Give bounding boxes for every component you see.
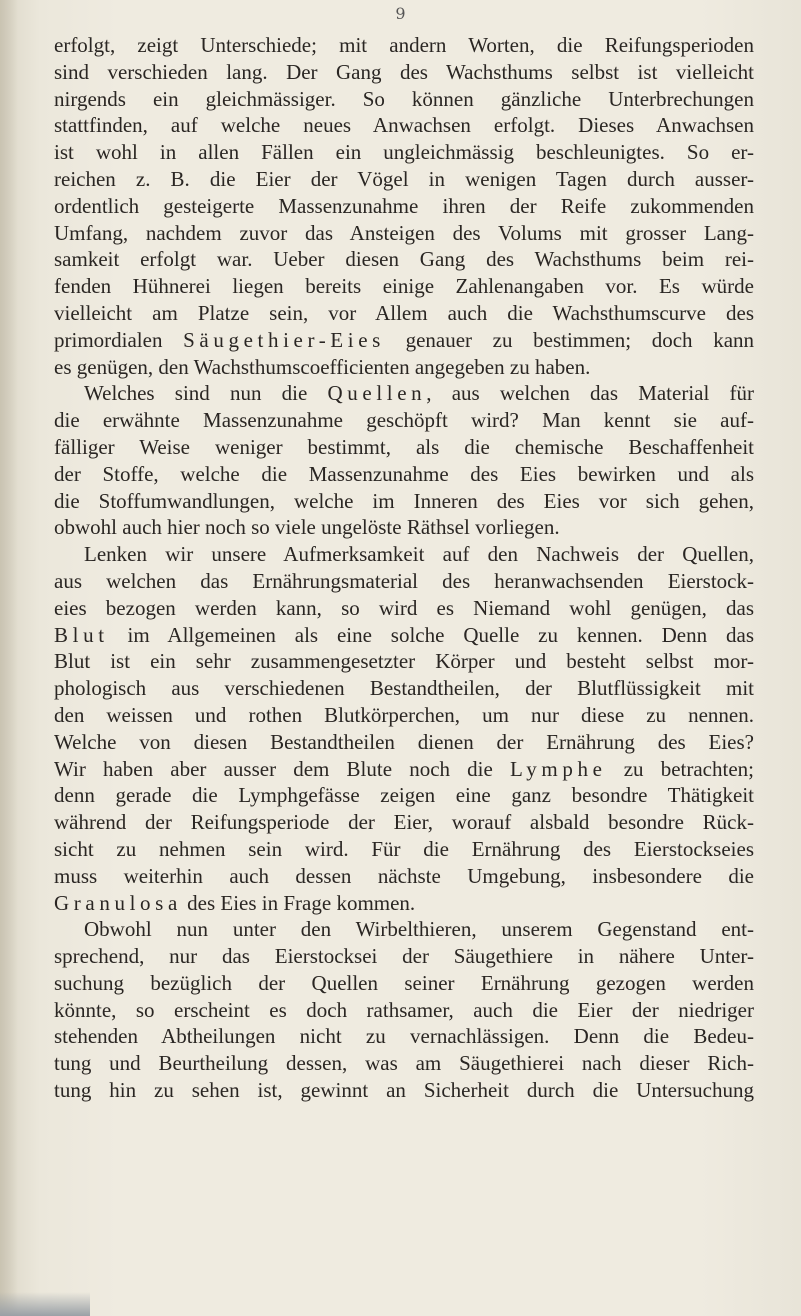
text-line xyxy=(54,514,754,541)
text-run: ordentlich gesteigerte Massenzunahme ihren der Reife zukommenden xyxy=(54,193,754,218)
spaced-emphasis: Säugethier-Eies xyxy=(183,327,385,352)
text-line xyxy=(54,809,754,836)
text-run: sind verschieden lang. Der Gang des Wachsthums selbst ist vielleicht xyxy=(54,59,754,84)
text-line xyxy=(54,220,754,247)
text-run: der Stoffe, welche die Massenzunahme des Eies bewirken und als xyxy=(54,461,754,486)
text-run: die Stoffumwandlungen, welche im Inneren des Eies vor sich gehen, xyxy=(54,488,754,513)
text-line xyxy=(54,943,754,970)
text-line xyxy=(54,354,754,381)
text-run: stattfinden, auf welche neues Anwachsen erfolgt. Dieses Anwachsen xyxy=(54,113,754,138)
text-run: samkeit erfolgt war. Ueber diesen Gang des Wachsthums beim rei- xyxy=(54,247,754,272)
text-run: genauer zu bestimmen; doch kann xyxy=(384,327,755,352)
text-line xyxy=(54,997,754,1024)
text-line xyxy=(54,1023,754,1050)
text-run: sprechend, nur das Eierstocksei der Säugethiere in nähere Unter- xyxy=(54,944,754,969)
text-run: vielleicht am Platze sein, vor Allem auch die Wachsthumscurve des xyxy=(54,300,754,325)
text-run: stehenden Abtheilungen nicht zu vernachlässigen. Denn die Bedeu- xyxy=(54,1024,754,1049)
text-run: , aus welchen das Material für xyxy=(426,381,754,406)
text-run: sicht zu nehmen sein wird. Für die Ernährung des Eierstockseies xyxy=(54,836,754,861)
scan-edge xyxy=(0,1292,90,1316)
text-line xyxy=(54,488,754,515)
text-line xyxy=(54,300,754,327)
text-run: Umfang, nachdem zuvor das Ansteigen des Volums mit grosser Lang- xyxy=(54,220,754,245)
text-run: primordialen xyxy=(54,327,184,352)
text-line xyxy=(54,166,754,193)
text-run: aus welchen das Ernährungsmaterial des heranwachsenden Eierstock- xyxy=(54,568,754,593)
text-run: fenden Hühnerei liegen bereits einige Zahlenangaben vor. Es würde xyxy=(54,274,754,299)
text-run: den weissen und rothen Blutkörperchen, um nur diese zu nennen. xyxy=(54,702,754,727)
text-line xyxy=(54,675,754,702)
text-run: suchung bezüglich der Quellen seiner Ernährung gezogen werden xyxy=(54,970,754,995)
text-run: des Eies in Frage kommen. xyxy=(181,890,416,915)
text-line xyxy=(54,193,754,220)
text-run: während der Reifungsperiode der Eier, worauf alsbald besondre Rück- xyxy=(54,810,754,835)
text-run: denn gerade die Lymphgefässe zeigen eine ganz besondre Thätigkeit xyxy=(54,783,754,808)
text-line xyxy=(54,970,754,997)
text-line xyxy=(54,836,754,863)
page-number: 9 xyxy=(395,4,406,23)
spaced-emphasis: Lymphe xyxy=(510,756,607,781)
text-line xyxy=(54,863,754,890)
text-line xyxy=(54,568,754,595)
spaced-emphasis: Granulosa xyxy=(54,890,182,915)
text-line xyxy=(54,461,754,488)
spaced-emphasis: Blut xyxy=(54,622,109,647)
text-line xyxy=(54,595,754,622)
text-line xyxy=(54,648,754,675)
text-run: Wir haben aber ausser dem Blute noch die xyxy=(54,756,511,781)
text-run: Welches sind nun die xyxy=(84,381,328,406)
text-line xyxy=(54,380,754,407)
text-run: tung hin zu sehen ist, gewinnt an Sicherheit durch die Untersuchung xyxy=(54,1078,754,1103)
text-run: tung und Beurtheilung dessen, was am Säugethierei nach dieser Rich- xyxy=(54,1051,754,1076)
text-run: ist wohl in allen Fällen ein ungleichmässig beschleunigtes. So er- xyxy=(54,140,754,165)
text-line xyxy=(54,32,754,59)
text-run: phologisch aus verschiedenen Bestandtheilen, der Blutflüssigkeit mit xyxy=(54,676,754,701)
body-text xyxy=(54,32,754,1104)
text-run: es genügen, den Wachsthumscoefficienten angegeben zu haben. xyxy=(54,354,591,379)
text-line xyxy=(54,622,754,649)
text-run: obwohl auch hier noch so viele ungelöste Räthsel vorliegen. xyxy=(54,515,560,540)
text-line xyxy=(54,327,754,354)
text-run: könnte, so erscheint es doch rathsamer, auch die Eier der niedriger xyxy=(54,997,754,1022)
text-line xyxy=(54,782,754,809)
text-line xyxy=(54,139,754,166)
text-line xyxy=(54,59,754,86)
text-run: muss weiterhin auch dessen nächste Umgebung, insbesondere die xyxy=(54,863,754,888)
text-line xyxy=(54,756,754,783)
text-line xyxy=(54,1050,754,1077)
text-run: fälliger Weise weniger bestimmt, als die chemische Beschaffenheit xyxy=(54,434,754,459)
text-line xyxy=(54,86,754,113)
text-run: Obwohl nun unter den Wirbelthieren, unserem Gegenstand ent- xyxy=(84,917,754,942)
text-line xyxy=(54,729,754,756)
text-line xyxy=(54,407,754,434)
text-line xyxy=(54,702,754,729)
text-line xyxy=(54,916,754,943)
text-run: nirgends ein gleichmässiger. So können gänzliche Unterbrechungen xyxy=(54,86,754,111)
spaced-emphasis: Quellen xyxy=(327,381,427,406)
text-run: Welche von diesen Bestandtheilen dienen der Ernährung des Eies? xyxy=(54,729,754,754)
text-run: zu betrachten; xyxy=(606,756,754,781)
text-run: erfolgt, zeigt Unterschiede; mit andern Worten, die Reifungsperioden xyxy=(54,33,754,57)
text-line xyxy=(54,434,754,461)
text-line xyxy=(54,112,754,139)
text-line xyxy=(54,1077,754,1104)
text-run: Blut ist ein sehr zusammengesetzter Körper und besteht selbst mor- xyxy=(54,649,754,674)
text-line xyxy=(54,541,754,568)
text-line xyxy=(54,273,754,300)
binding-edge xyxy=(0,0,18,1316)
text-line xyxy=(54,890,754,917)
text-line xyxy=(54,246,754,273)
text-run: die erwähnte Massenzunahme geschöpft wird? Man kennt sie auf- xyxy=(54,408,754,433)
text-run: im Allgemeinen als eine solche Quelle zu kennen. Denn das xyxy=(108,622,754,647)
text-run: eies bezogen werden kann, so wird es Niemand wohl genügen, das xyxy=(54,595,754,620)
text-run: reichen z. B. die Eier der Vögel in wenigen Tagen durch ausser- xyxy=(54,166,754,191)
text-run: Lenken wir unsere Aufmerksamkeit auf den Nachweis der Quellen, xyxy=(84,542,754,567)
